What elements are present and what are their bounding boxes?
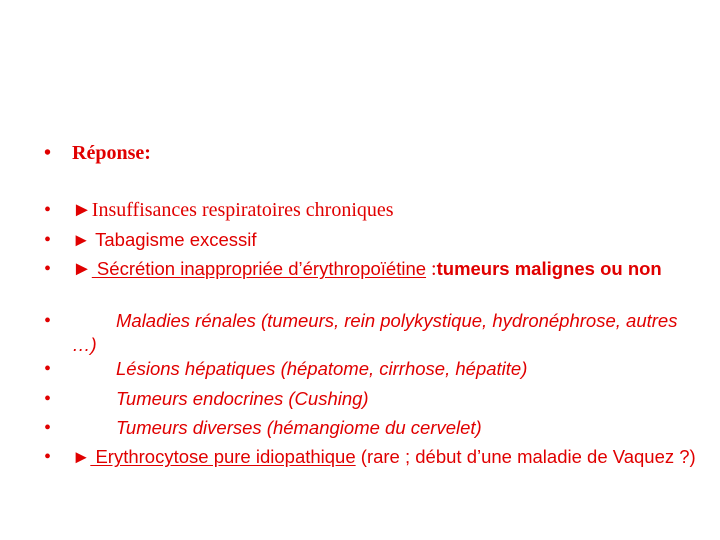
bullet: • [44,446,52,468]
bullet: • [44,142,52,164]
item-text: Maladies rénales (tumeurs, rein polykystique, hydronéphrose, autres …) [72,310,678,355]
item-text: Tumeurs endocrines (Cushing) [116,388,369,409]
item-text: Lésions hépatiques (hépatome, cirrhose, hépatite) [116,358,528,379]
bullet: • [44,310,52,332]
arrow-icon: ► [72,229,91,250]
bullet: • [44,229,52,251]
item-text: Tumeurs diverses (hémangiome du cervelet) [116,417,482,438]
heading: Réponse: [72,142,151,164]
arrow-icon: ► [72,258,92,280]
item-text: ► Erythrocytose pure idiopathique (rare ; début d’une maladie de Vaquez ?) [72,446,696,467]
item-text: ► Tabagisme excessif [72,229,257,250]
item-text: ►Insuffisances respiratoires chroniques [72,199,394,221]
bullet: • [44,417,52,439]
bullet: • [44,258,52,280]
bullet: • [44,358,52,380]
arrow-icon: ► [72,199,92,221]
item-text: ► Sécrétion inappropriée d’érythropoïétine :tumeurs malignes ou non [72,258,662,280]
bullet: • [44,199,52,221]
arrow-icon: ► [72,446,91,467]
bullet: • [44,388,52,410]
